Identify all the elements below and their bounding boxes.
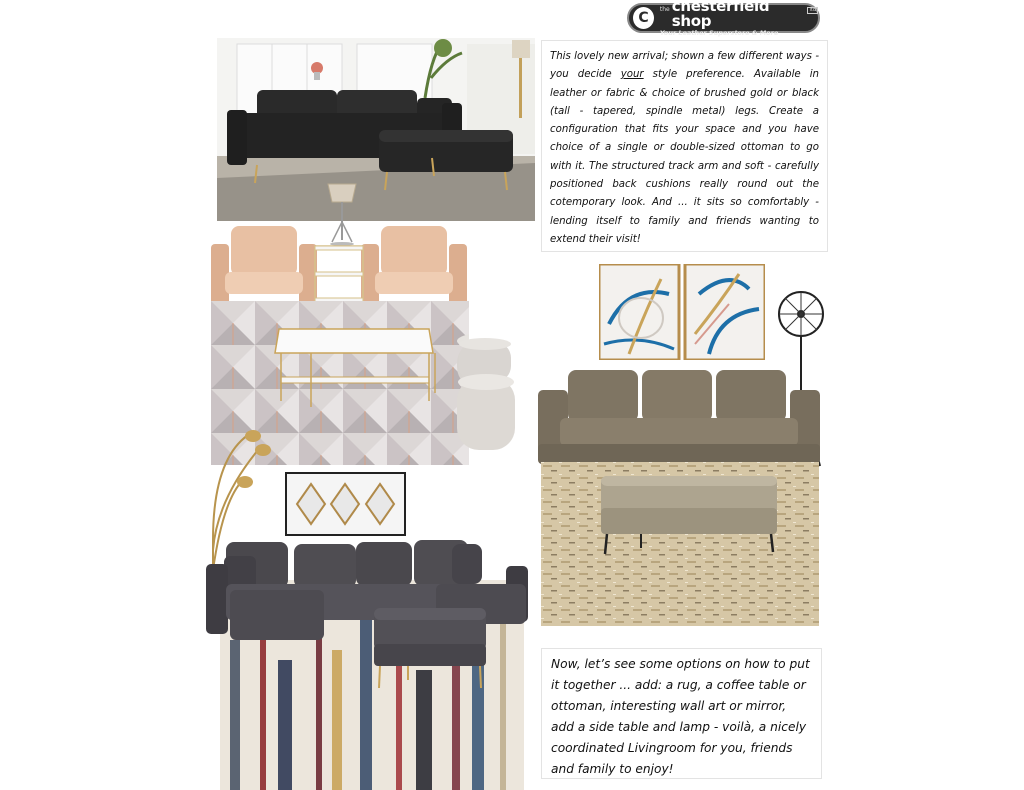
logo-the: the: [659, 6, 670, 14]
photo-black-sofa-room: [217, 38, 535, 221]
abstract-wall-art: [599, 264, 765, 360]
diamond-mirror: [285, 472, 406, 536]
logo-name: chesterfield shop: [671, 0, 770, 31]
intro-text-end: style preference. Available in leather or fabric & choice of brushed gold or black (tall - tapered, spindle metal) legs. Create a configuration that fits your space and you have choice of a single or double-sized ottoman to go with it. The structured track arm and soft - carefully positioned back cushions really round out the cotemporary look. And ... it sits so comfortably - lending itself to family and friends wanting to extend their visit!: [550, 69, 819, 245]
brand-logo: [627, 0, 820, 38]
intro-underlined-word: your: [620, 69, 644, 81]
logo-text: [660, 0, 818, 37]
logo-mark-icon: C: [633, 7, 654, 29]
gold-rug-set: [541, 462, 819, 626]
poufs: [455, 338, 517, 452]
logo-tagline: Your Leather Superstore & More: [659, 29, 779, 38]
charcoal-ottoman: [372, 606, 488, 692]
styling-tips: [541, 648, 822, 779]
logo-ltd: ltd: [809, 7, 816, 14]
styling-tips-text: Now, let’s see some options on how to put it together ... add: a rug, a coffee table or ottoman, interesting wall art or mirror, add a side table and lamp - voilà, a nicely coordinated Livingroom for you, friends and family to enjoy!: [551, 657, 810, 776]
intro-text-start: This lovely new arrival; shown a few different ways - you decide: [550, 51, 819, 81]
black-sofa-illustration: [217, 38, 535, 221]
intro-description: [541, 40, 828, 252]
